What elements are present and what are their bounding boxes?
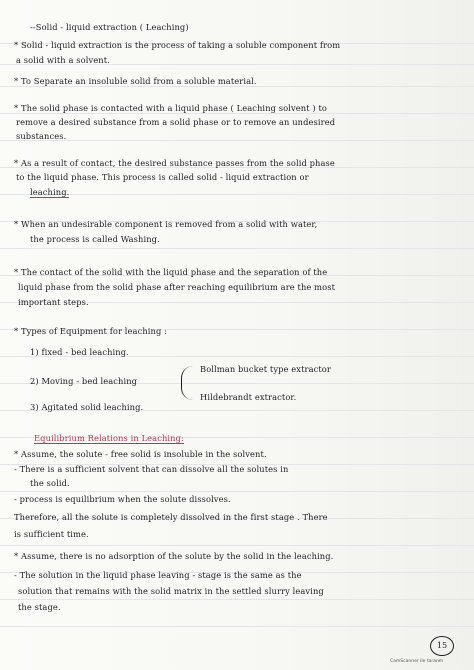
text-line: * Types of Equipment for leaching : xyxy=(14,326,168,336)
sub-list-item: Bollman bucket type extractor xyxy=(200,364,331,374)
text-line: the process is called Washing. xyxy=(30,234,160,244)
rule-line xyxy=(0,248,474,249)
scanner-watermark: CamScanner ile taranm xyxy=(390,659,444,664)
text-line: - There is a sufficient solvent that can dissolve all the solutes in xyxy=(14,464,289,474)
text-line: liquid phase from the solid phase after reaching equilibrium are the most xyxy=(18,282,336,292)
text-line: - The solution in the liquid phase leaving - stage is the same as the xyxy=(14,570,302,580)
text-line: Therefore, all the solute is completely dissolved in the first stage . There xyxy=(14,512,328,522)
text-line: * As a result of contact, the desired substance passes from the solid phase xyxy=(14,158,335,168)
text-line: to the liquid phase. This process is called solid - liquid extraction or xyxy=(16,172,309,182)
text-line: important steps. xyxy=(18,297,89,307)
text-line: * When an undesirable component is removed from a solid with water, xyxy=(14,219,318,229)
text-line: a solid with a solvent. xyxy=(16,55,110,65)
text-line: * To Separate an insoluble solid from a soluble material. xyxy=(14,76,257,86)
section-title: --Solid - liquid extraction ( Leaching) xyxy=(30,22,189,32)
rule-line xyxy=(0,599,474,600)
rule-line xyxy=(0,194,474,195)
text-line: * Solid - liquid extraction is the process of taking a soluble component from xyxy=(14,40,341,50)
text-line: * The solid phase is contacted with a liquid phase ( Leaching solvent ) to xyxy=(14,103,328,113)
text-line: the stage. xyxy=(18,602,61,612)
text-line: is sufficient time. xyxy=(14,529,89,539)
page-number: 15 xyxy=(430,636,454,656)
text-line: remove a desired substance from a solid phase or to remove an undesired xyxy=(16,117,336,127)
rule-line xyxy=(0,140,474,141)
rule-line xyxy=(0,545,474,546)
text-line: the solid. xyxy=(30,478,70,488)
sub-list-item: Hildebrandt extractor. xyxy=(200,392,297,402)
list-item: 3) Agitated solid leaching. xyxy=(30,402,144,412)
text-line: - process is equilibrium when the solute dissolves. xyxy=(14,494,231,504)
rule-line xyxy=(0,491,474,492)
text-line: * The contact of the solid with the liquid phase and the separation of the xyxy=(14,267,328,277)
brace-mark xyxy=(181,366,196,400)
heading-text: Equilibrium Relations in Leaching: xyxy=(34,433,184,443)
rule-line xyxy=(0,626,474,627)
text-line: substances. xyxy=(16,131,67,141)
list-item: 1) fixed - bed leaching. xyxy=(30,347,129,357)
text-line: * Assume, the solute - free solid is insoluble in the solvent. xyxy=(14,449,267,459)
text-line: * Assume, there is no adsorption of the solute by the solid in the leaching. xyxy=(14,551,334,561)
underlined-term: leaching. xyxy=(30,187,70,197)
list-item: 2) Moving - bed leaching xyxy=(30,376,138,386)
section-heading xyxy=(34,433,184,444)
text-line: solution that remains with the solid matrix in the settled slurry leaving xyxy=(18,586,324,596)
text-line xyxy=(30,187,69,198)
